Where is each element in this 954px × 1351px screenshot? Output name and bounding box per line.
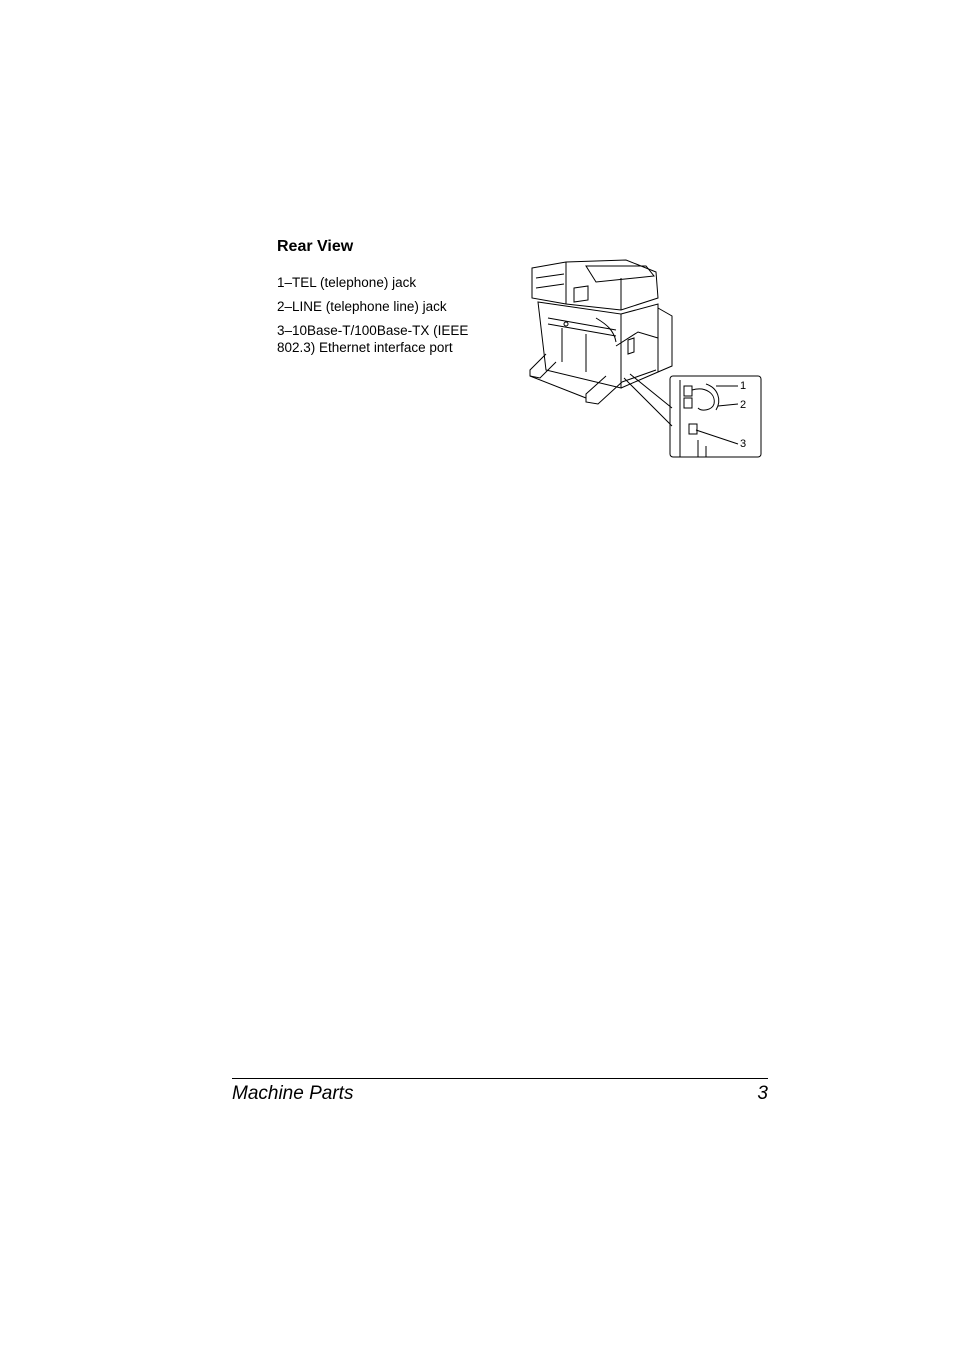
ports-detail-inset — [670, 376, 761, 457]
callout-1: 1 — [740, 380, 747, 392]
legend-item-line-jack: 2–LINE (telephone line) jack — [277, 299, 447, 314]
machine-stand — [530, 354, 656, 404]
footer-title: Machine Parts — [232, 1083, 354, 1104]
section-title: Rear View — [277, 238, 354, 255]
legend-item-tel-jack: 1–TEL (telephone) jack — [277, 275, 417, 290]
parts-legend — [277, 274, 497, 363]
detail-leader-lines — [624, 374, 672, 426]
rear-view-illustration — [526, 258, 764, 460]
machine-scanner-unit — [532, 260, 658, 310]
callout-2: 2 — [740, 399, 747, 411]
callout-3: 3 — [740, 438, 747, 450]
legend-item-ethernet-port: 3–10Base-T/100Base-TX (IEEE 802.3) Ethernet interface port — [277, 323, 469, 355]
machine-body — [538, 302, 672, 388]
footer-divider — [232, 1078, 768, 1079]
page-number: 3 — [757, 1083, 768, 1104]
